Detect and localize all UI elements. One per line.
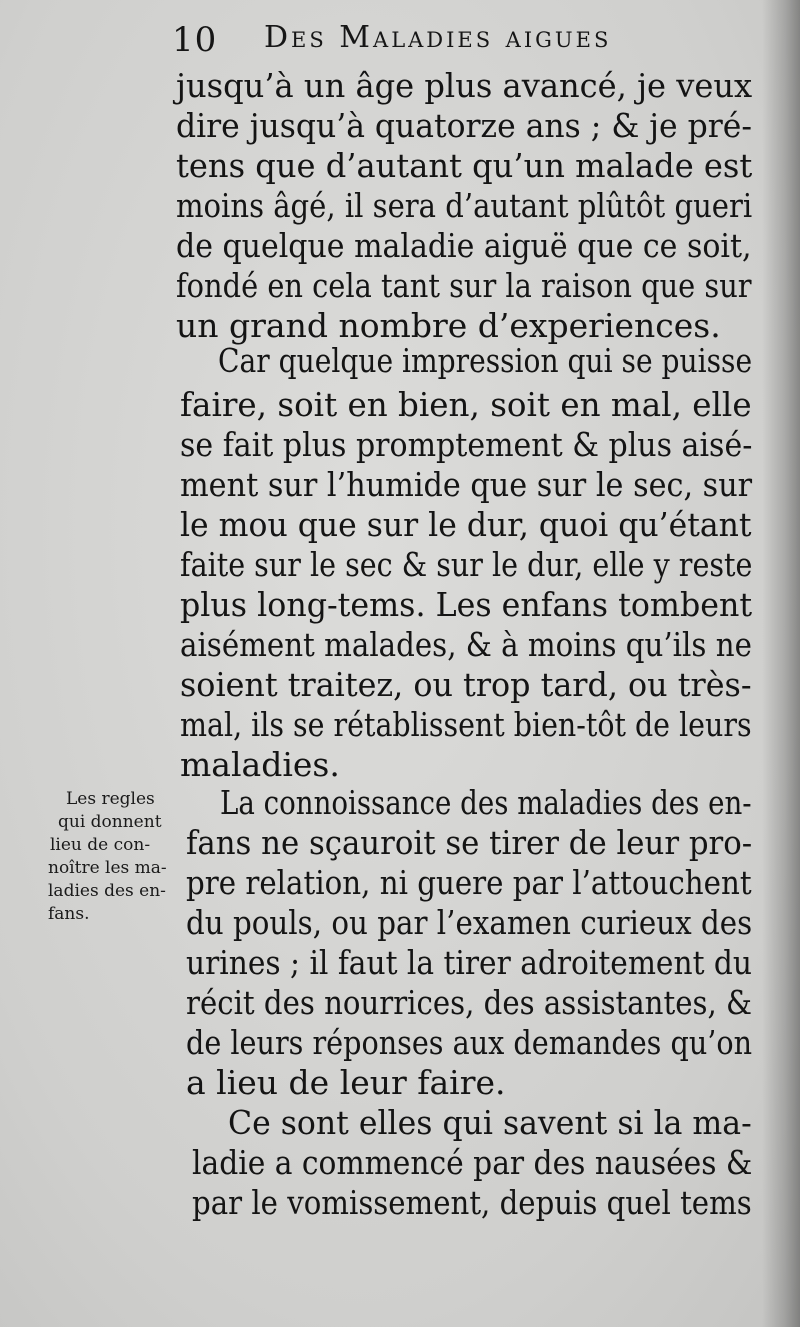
margin-note-line: Les regles	[66, 789, 155, 809]
text-line: fans ne sçauroit se tirer de leur pro-	[186, 823, 753, 862]
text-line: de quelque maladie aiguë que ce soit,	[176, 226, 752, 265]
text-line: mal, ils se rétablissent bien-tôt de leurs	[180, 705, 752, 744]
text-line: faire, soit en bien, soit en mal, elle	[180, 385, 752, 424]
text-line: La connoissance des maladies des en-	[220, 783, 752, 822]
text-line: dire jusqu’à quatorze ans ; & je pré-	[176, 106, 752, 145]
running-title: Des Maladies aigues	[264, 20, 612, 55]
text-line: récit des nourrices, des assistantes, &	[186, 983, 752, 1022]
margin-note-line: fans.	[48, 904, 90, 924]
text-line: moins âgé, il sera d’autant plûtôt gueri	[176, 186, 753, 225]
margin-note-line: ladies des en-	[48, 881, 166, 901]
text-line: par le vomissement, depuis quel tems	[192, 1183, 752, 1222]
text-line: jusqu’à un âge plus avancé, je veux	[176, 66, 753, 105]
text-line: pre relation, ni guere par l’attouchent	[186, 863, 752, 902]
text-line: aisément malades, & à moins qu’ils ne	[180, 625, 752, 664]
text-line: tens que d’autant qu’un malade est	[176, 146, 753, 185]
margin-note-line: lieu de con-	[50, 835, 151, 855]
text-line: ment sur l’humide que sur le sec, sur	[180, 465, 753, 504]
text-line: de leurs réponses aux demandes qu’on	[186, 1023, 753, 1062]
text-line: maladies.	[180, 745, 340, 784]
text-line: plus long-tems. Les enfans tombent	[180, 585, 753, 624]
text-line: un grand nombre d’experiences.	[176, 306, 721, 345]
margin-note-line: qui donnent	[58, 812, 162, 832]
page-edge-shadow	[762, 0, 800, 1327]
margin-note-line: noître les ma-	[48, 858, 167, 878]
text-line: le mou que sur le dur, quoi qu’étant	[180, 505, 752, 544]
page-header	[172, 18, 692, 64]
text-line: a lieu de leur faire.	[186, 1063, 506, 1102]
text-line: soient traitez, ou trop tard, ou très-	[180, 665, 752, 704]
page-number: 10	[172, 20, 218, 60]
text-line: faite sur le sec & sur le dur, elle y reste	[180, 545, 753, 584]
text-line: se fait plus promptement & plus aisé-	[180, 425, 753, 464]
text-line: fondé en cela tant sur la raison que sur	[176, 266, 752, 305]
text-line: ladie a commencé par des nausées &	[192, 1143, 753, 1182]
text-line: Ce sont elles qui savent si la ma-	[228, 1103, 752, 1142]
text-line: urines ; il faut la tirer adroitement du	[186, 943, 752, 982]
text-line: Car quelque impression qui se puisse	[218, 341, 753, 380]
text-line: du pouls, ou par l’examen curieux des	[186, 903, 753, 942]
